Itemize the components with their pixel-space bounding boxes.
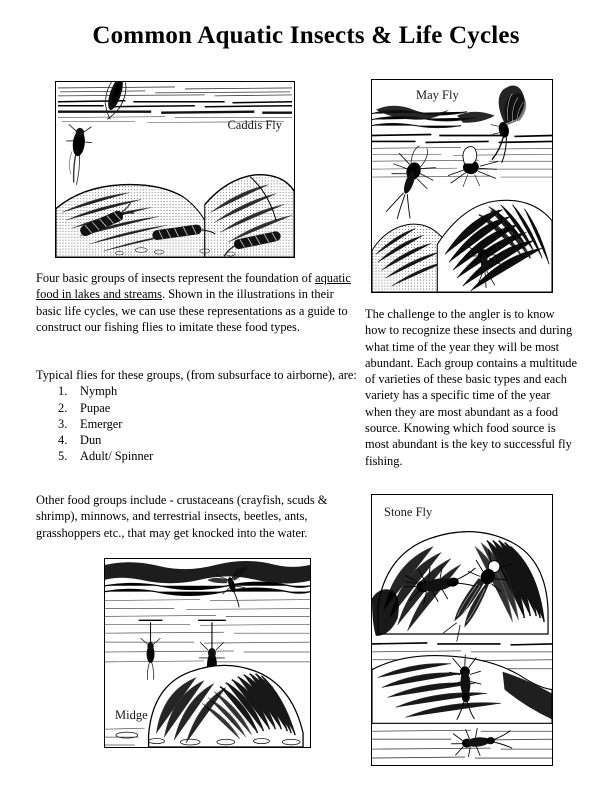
paragraph-intro: [36, 270, 358, 335]
intro-text-underlined: aquatic food in lakes and streams: [36, 271, 351, 302]
panel-caption-caddis-fly: Caddis Fly: [227, 118, 282, 132]
fly-type-list: [36, 383, 358, 464]
illustration-panel-may-fly: [371, 79, 553, 293]
section-typical-flies: [36, 367, 358, 465]
fly-list-item: Dun: [80, 433, 102, 448]
may-fly-illustration: [372, 80, 552, 292]
paragraph-angler-challenge: [365, 306, 579, 469]
midge-illustration: [105, 559, 310, 747]
stone-fly-illustration: [372, 495, 552, 765]
intro-text-before: Four basic groups of insects represent the foundation of: [36, 271, 316, 285]
fly-list-item: Nymph: [80, 384, 118, 399]
page-title: Common Aquatic Insects & Life Cycles: [92, 22, 520, 49]
fly-list-item: Emerger: [80, 416, 123, 431]
angler-challenge-text: The challenge to the angler is to know how to recognize these insects and during what time of the year they will be most abundant. Each group contains a multitude of varieties of these basic types and each variety has a specific time of the year when they are most abundant as a food source. Knowing which food source is most abundant is the key to successful fly fishing.: [365, 307, 577, 468]
illustration-panel-stone-fly: [371, 494, 553, 766]
caddis-fly-illustration: [56, 82, 294, 257]
illustration-panel-caddis-fly: [55, 81, 295, 258]
paragraph-other-food-groups: [36, 492, 364, 541]
panel-caption-stone-fly: Stone Fly: [384, 505, 433, 519]
fly-list-item: Pupae: [80, 400, 111, 415]
panel-caption-may-fly: May Fly: [416, 88, 459, 102]
panel-caption-midge: Midge: [115, 708, 148, 722]
illustration-panel-midge: [104, 558, 311, 748]
other-food-groups-text: Other food groups include - crustaceans (crayfish, scuds & shrimp), minnows, and terrestrial insects, beetles, ants, grasshoppers etc., that may get knocked into the water.: [36, 493, 328, 540]
fly-list-item: Adult/ Spinner: [80, 449, 154, 464]
intro-text-after: . Shown in the illustrations in their basic life cycles, we can use these representations as a guide to construct our fishing flies to imitate these food types.: [36, 287, 348, 334]
typical-flies-lead: Typical flies for these groups, (from subsurface to airborne), are:: [36, 368, 357, 382]
